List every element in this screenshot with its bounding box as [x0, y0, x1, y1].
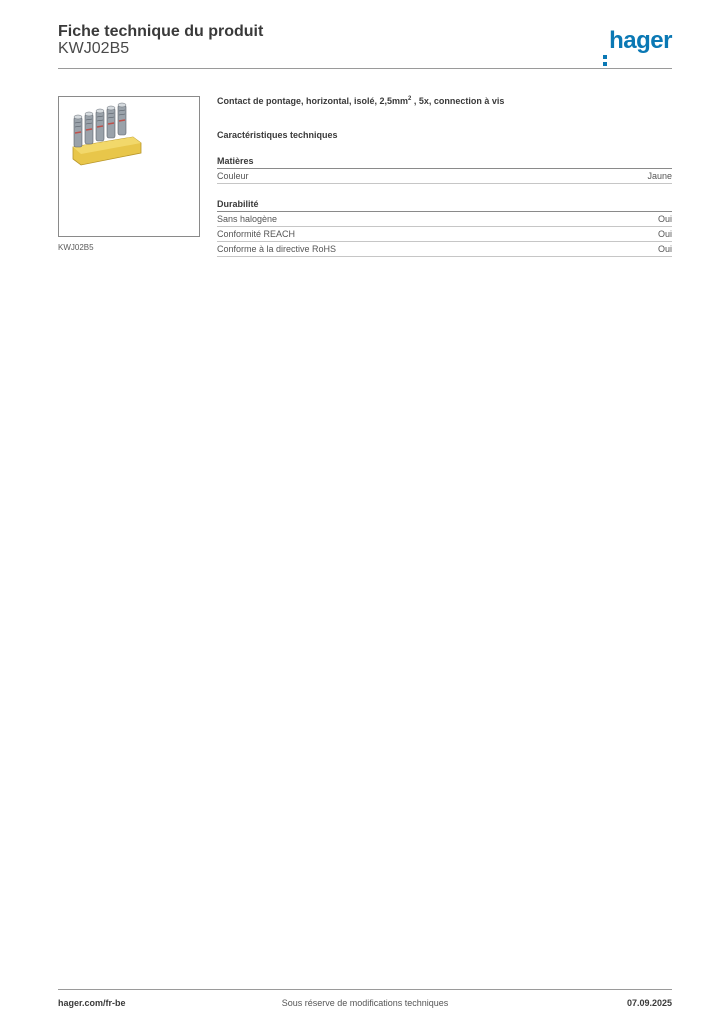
footer-date: 07.09.2025 — [626, 998, 672, 1008]
spec-label: Conforme à la directive RoHS — [217, 244, 337, 254]
spec-row — [217, 227, 672, 242]
footer-divider — [58, 989, 672, 990]
footer-website-link[interactable]: hager.com/fr-be — [58, 998, 126, 1008]
page-footer — [58, 998, 672, 1012]
group-title-materials: Matières — [217, 154, 672, 169]
spec-value: Oui — [657, 214, 672, 224]
description-superscript: 2 — [408, 96, 412, 102]
product-description — [217, 96, 504, 106]
footer-disclaimer: Sous réserve de modifications techniques — [281, 998, 449, 1008]
description-main: Contact de pontage, horizontal, isolé, 2,5mm — [217, 96, 409, 106]
spec-label: Couleur — [217, 171, 249, 181]
spec-value: Oui — [657, 244, 672, 254]
spec-row — [217, 242, 672, 257]
bridging-contact-product-photo — [59, 97, 199, 236]
page-header — [58, 22, 672, 68]
group-title-durability: Durabilité — [217, 197, 672, 212]
product-code: KWJ02B5 — [58, 40, 130, 57]
technical-section-title: Caractéristiques techniques — [217, 130, 338, 140]
hager-logo — [603, 28, 672, 54]
description-tail: , 5x, connection à vis — [411, 96, 505, 106]
spec-value: Oui — [657, 229, 672, 239]
spec-label: Conformité REACH — [217, 229, 296, 239]
logo-text: hager — [609, 27, 672, 54]
image-caption: KWJ02B5 — [58, 243, 94, 252]
spec-label: Sans halogène — [217, 214, 278, 224]
header-divider — [58, 68, 672, 69]
spec-row — [217, 169, 672, 184]
product-image-frame — [58, 96, 200, 237]
spec-row — [217, 212, 672, 227]
document-title: Fiche technique du produit — [58, 23, 264, 40]
spec-value: Jaune — [647, 171, 672, 181]
